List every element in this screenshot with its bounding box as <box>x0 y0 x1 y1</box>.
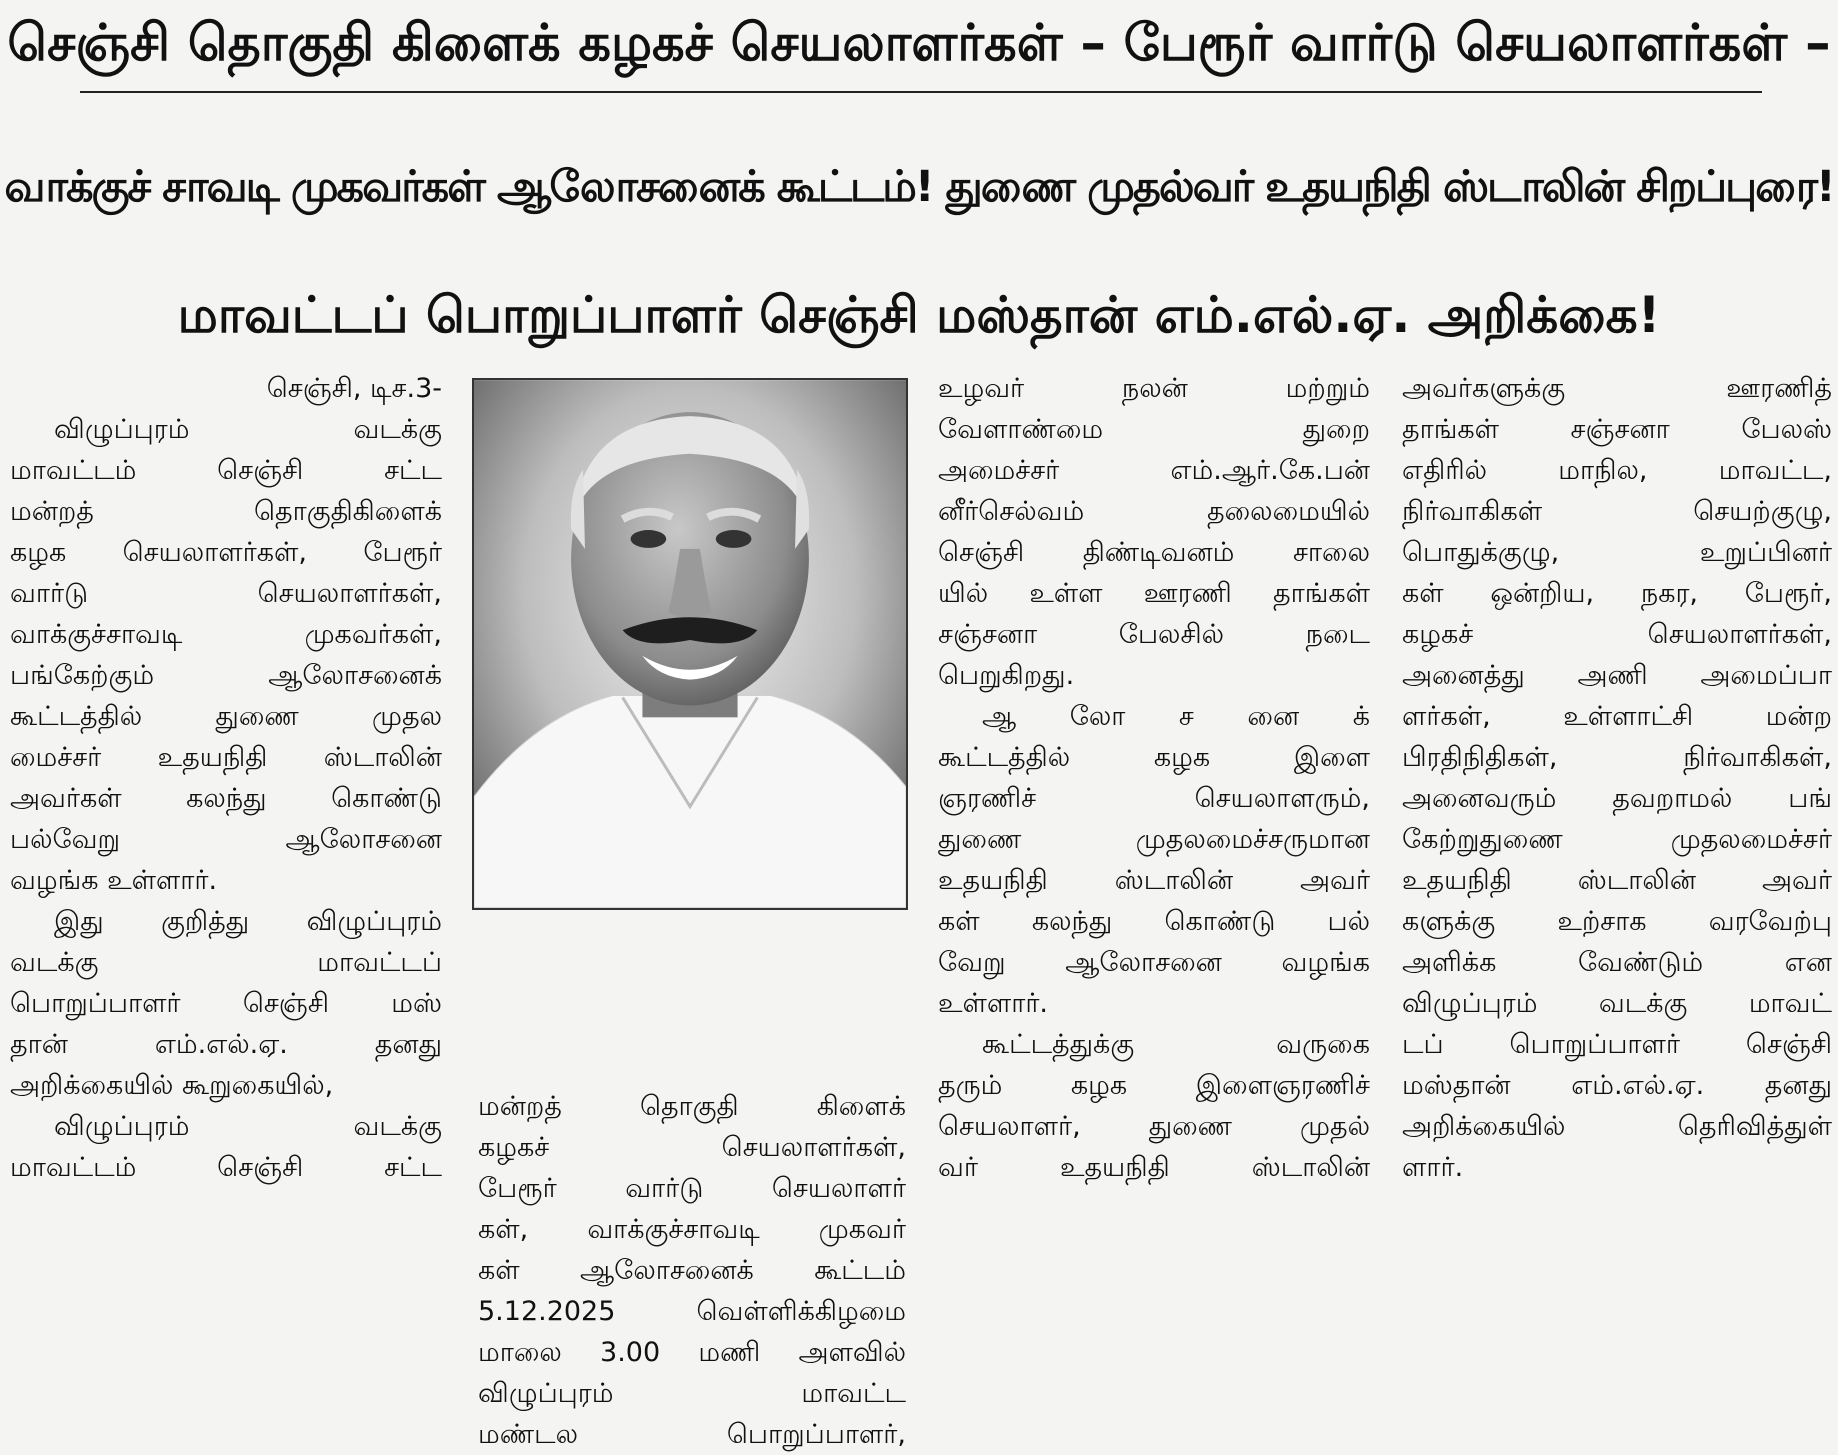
article-line: யில் உள்ள ஊரணி தாங்கள் <box>938 578 1370 609</box>
article-line: கள் ஒன்றிய, நகர, பேரூர், <box>1402 578 1832 609</box>
article-line: மாலை 3.00 மணி அளவில் <box>478 1337 906 1368</box>
article-line: களுக்கு உற்சாக வரவேற்பு <box>1402 906 1832 937</box>
article-line: நிர்வாகிகள் செயற்குழு, <box>1402 496 1832 527</box>
article-line: செஞ்சி, டிச.3- <box>266 373 442 404</box>
article-line: ளார். <box>1402 1152 1464 1183</box>
article-line: கூட்டத்தில் துணை முதல <box>10 701 442 732</box>
article-line: செஞ்சி திண்டிவனம் சாலை <box>938 537 1370 568</box>
article-line: வாக்குச்சாவடி முகவர்கள், <box>10 619 442 650</box>
article-line: அவர்கள் கலந்து கொண்டு <box>10 783 442 814</box>
article-line: கழகச் செயலாளர்கள், <box>1402 619 1832 650</box>
article-line: பெறுகிறது. <box>938 660 1075 691</box>
article-line: டப் பொறுப்பாளர் செஞ்சி <box>1402 1029 1832 1060</box>
article-line: கேற்றுதுணை முதலமைச்சர் <box>1402 824 1832 855</box>
article-line: ஆ லோ ச னை க் <box>982 701 1370 732</box>
article-line: கூட்டத்துக்கு வருகை <box>982 1029 1370 1060</box>
article-line: அவர்களுக்கு ஊரணித் <box>1402 373 1832 404</box>
article-line: ளர்கள், உள்ளாட்சி மன்ற <box>1402 701 1832 732</box>
article-line: 5.12.2025 வெள்ளிக்கிழமை <box>478 1296 906 1327</box>
article-line: சஞ்சனா பேலசில் நடை <box>938 619 1370 650</box>
article-line: அளிக்க வேண்டும் என <box>1402 947 1832 978</box>
article-line: மஸ்தான் எம்.எல்.ஏ. தனது <box>1402 1070 1832 1101</box>
article-line: உழவர் நலன் மற்றும் <box>938 373 1370 404</box>
article-line: அறிக்கையில் கூறுகையில், <box>10 1070 334 1101</box>
article-line: தரும் கழக இளைஞரணிச் <box>938 1070 1370 1101</box>
article-line: வர் உதயநிதி ஸ்டாலின் <box>938 1152 1370 1183</box>
article-line: வேளாண்மை துறை <box>938 414 1370 445</box>
article-line: மாவட்டம் செஞ்சி சட்ட <box>10 1152 442 1183</box>
article-line: அனைத்து அணி அமைப்பா <box>1402 660 1832 691</box>
article-column-1 <box>10 368 442 1188</box>
article-line: அனைவரும் தவறாமல் பங் <box>1402 783 1832 814</box>
article-line: பிரதிநிதிகள், நிர்வாகிகள், <box>1402 742 1832 773</box>
article-line: துணை முதலமைச்சருமான <box>938 824 1370 855</box>
article-line: தான் எம்.எல்.ஏ. தனது <box>10 1029 442 1060</box>
article-line: செயலாளர், துணை முதல் <box>938 1111 1370 1142</box>
portrait-photo <box>472 378 908 910</box>
portrait-photo-icon <box>474 380 906 908</box>
article-line: இது குறித்து விழுப்புரம் <box>54 906 442 937</box>
article-line: மண்டல பொறுப்பாளர், <box>478 1419 906 1450</box>
article-line: பங்கேற்கும் ஆலோசனைக் <box>10 660 442 691</box>
article-line: விழுப்புரம் வடக்கு <box>54 414 442 445</box>
article-line: மைச்சர் உதயநிதி ஸ்டாலின் <box>10 742 442 773</box>
article-line: எதிரில் மாநில, மாவட்ட, <box>1402 455 1832 486</box>
article-column-2 <box>478 1086 906 1455</box>
kicker-headline: செஞ்சி தொகுதி கிளைக் கழகச் செயலாளர்கள் – பேரூர் வார்டு செயலாளர்கள் – <box>7 14 1831 73</box>
article-line: விழுப்புரம் வடக்கு மாவட் <box>1402 988 1832 1019</box>
article-line: னீர்செல்வம் தலைமையில் <box>938 496 1370 527</box>
article-line: உதயநிதி ஸ்டாலின் அவர் <box>1402 865 1832 896</box>
article-line: உதயநிதி ஸ்டாலின் அவர் <box>938 865 1370 896</box>
article-line: வழங்க உள்ளார். <box>10 865 218 896</box>
article-line: மன்றத் தொகுதிகிளைக் <box>10 496 442 527</box>
article-line: உள்ளார். <box>938 988 1049 1019</box>
article-line: கள் ஆலோசனைக் கூட்டம் <box>478 1255 906 1286</box>
article-line: பல்வேறு ஆலோசனை <box>10 824 442 855</box>
article-column-4 <box>1402 368 1832 1188</box>
headline-divider <box>80 91 1762 93</box>
article-line: மன்றத் தொகுதி கிளைக் <box>478 1091 906 1122</box>
article-line: ஞரணிச் செயலாளரும், <box>938 783 1370 814</box>
article-line: கழக செயலாளர்கள், பேரூர் <box>10 537 442 568</box>
sub-headline: மாவட்டப் பொறுப்பாளர் செஞ்சி மஸ்தான் எம்.எல்.ஏ. அறிக்கை! <box>177 286 1661 344</box>
article-line: வேறு ஆலோசனை வழங்க <box>938 947 1370 978</box>
article-line: பொதுக்குழு, உறுப்பினர் <box>1402 537 1832 568</box>
article-line: அமைச்சர் எம்.ஆர்.கே.பன் <box>938 455 1370 486</box>
article-line: அறிக்கையில் தெரிவித்துள் <box>1402 1111 1832 1142</box>
article-line: வடக்கு மாவட்டப் <box>10 947 442 978</box>
article-line: பேரூர் வார்டு செயலாளர் <box>478 1173 906 1204</box>
article-line: கூட்டத்தில் கழக இளை <box>938 742 1370 773</box>
article-line: விழுப்புரம் மாவட்ட <box>478 1378 906 1409</box>
article-line: கள், வாக்குச்சாவடி முகவர் <box>478 1214 906 1245</box>
article-line: மாவட்டம் செஞ்சி சட்ட <box>10 455 442 486</box>
article-column-3 <box>938 368 1370 1188</box>
article-line: வார்டு செயலாளர்கள், <box>10 578 442 609</box>
article-line: பொறுப்பாளர் செஞ்சி மஸ் <box>10 988 442 1019</box>
main-headline: வாக்குச் சாவடி முகவர்கள் ஆலோசனைக் கூட்டம்! துணை முதல்வர் உதயநிதி ஸ்டாலின் சிறப்புரை! <box>4 162 1834 212</box>
article-line: விழுப்புரம் வடக்கு <box>54 1111 442 1142</box>
article-line: கள் கலந்து கொண்டு பல் <box>938 906 1370 937</box>
article-line: தாங்கள் சஞ்சனா பேலஸ் <box>1402 414 1832 445</box>
article-line: கழகச் செயலாளர்கள், <box>478 1132 906 1163</box>
